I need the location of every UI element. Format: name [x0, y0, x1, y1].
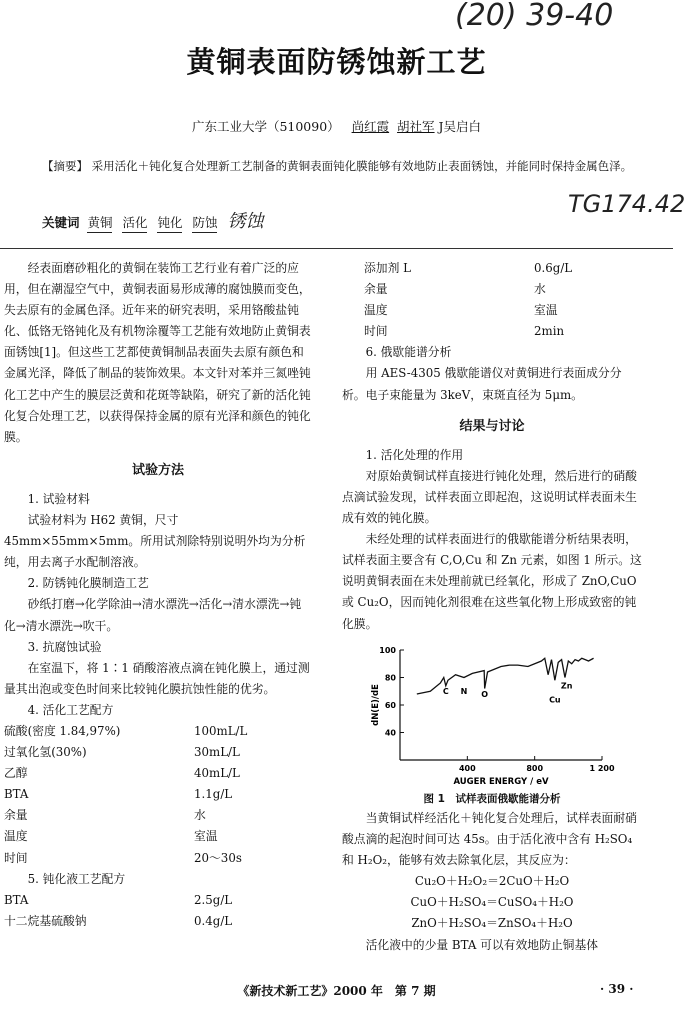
paragraph: 在室温下，将 1∶1 硝酸溶液点滴在钝化膜上，通过测量其出泡或变色时间来比较钝化膜抗蚀性能的优劣。	[4, 660, 310, 696]
recipe-name: 乙醇	[4, 766, 28, 781]
journal-footer: 《新技术新工艺》2000 年 第 7 期	[237, 984, 436, 998]
recipe-name: 添加剂 L	[364, 261, 411, 275]
affiliation	[0, 117, 673, 135]
subheading: 4. 活化工艺配方	[27, 702, 114, 717]
recipe-value: 2.5g/L	[194, 892, 233, 907]
recipe-value: 100mL/L	[194, 723, 248, 738]
paragraph: 用 AES-4305 俄歇能谱仪对黄铜进行表面成分分析。电子束能量为 3keV，束斑直径为 5μm。	[342, 366, 622, 402]
equation: Cu₂O＋H₂O₂＝2CuO＋H₂O	[414, 874, 570, 889]
recipe-value: 20～30s	[194, 850, 242, 865]
institution: 广东工业大学（510090）	[191, 119, 340, 134]
recipe-name: 硫酸(密度 1.84,97%)	[4, 723, 121, 738]
recipe-row	[342, 321, 642, 342]
recipe-row	[4, 805, 312, 826]
peak-label: C	[442, 687, 449, 696]
recipe-row	[4, 742, 312, 763]
section-heading-results: 结果与讨论	[459, 418, 525, 434]
keyword: 钝化	[157, 215, 182, 233]
recipe-row	[4, 890, 312, 911]
handwritten-page-note: (20) 39-40	[455, 0, 614, 33]
paragraph: 对原始黄铜试样直接进行钝化处理，然后进行的硝酸点滴试验发现，试样表面立即起泡，这说明试样表面未生成有效的钝化膜。	[342, 468, 637, 526]
figure-caption: 图 1 试样表面俄歇能谱分析	[423, 793, 561, 805]
y-tick-label: 60	[384, 701, 396, 710]
recipe-row	[4, 763, 312, 784]
recipe-name: 温度	[364, 303, 388, 318]
paragraph: 试验材料为 H62 黄铜，尺寸 45mm×55mm×5mm。所用试剂除特别说明外均为分析纯，用去离子水配制溶液。	[4, 513, 306, 570]
peak-label: Zn	[560, 681, 573, 691]
author-3: J吴启白	[438, 119, 482, 134]
recipe-value: 0.4g/L	[194, 913, 233, 928]
keywords	[42, 207, 263, 233]
recipe-name: 时间	[364, 324, 388, 339]
author-1: 尚红霞	[351, 119, 390, 134]
x-tick-label: 1 200	[589, 764, 615, 773]
recipe-name: BTA	[4, 787, 29, 802]
subheading: 3. 抗腐蚀试验	[27, 639, 102, 654]
recipe-row	[342, 300, 642, 321]
handwritten-keyword: 锈蚀	[227, 211, 264, 232]
recipe-name: 余量	[4, 808, 28, 823]
recipe-row	[4, 848, 312, 869]
recipe-value: 1.1g/L	[194, 787, 233, 802]
recipe-table	[4, 721, 312, 869]
right-column-lower	[342, 808, 642, 956]
y-tick-label: 80	[384, 673, 396, 683]
left-column	[4, 258, 312, 932]
recipe-name: 十二烷基硫酸钠	[4, 913, 87, 928]
equation: ZnO＋H₂SO₄＝ZnSO₄＋H₂O	[411, 916, 573, 931]
peak-label: O	[481, 689, 489, 699]
keyword: 防蚀	[192, 215, 217, 233]
recipe-value: 室温	[534, 303, 558, 318]
recipe-value: 2min	[534, 324, 565, 339]
paragraph: 活化液中的少量 BTA 可以有效地防止铜基体	[365, 937, 599, 952]
recipe-row	[342, 279, 642, 300]
divider	[0, 248, 673, 249]
section-heading-methods: 试验方法	[131, 462, 184, 478]
aes-spectrum-chart	[340, 642, 640, 792]
recipe-name: 余量	[364, 282, 388, 297]
recipe-value: 40mL/L	[194, 766, 240, 781]
recipe-name: BTA	[4, 892, 29, 907]
recipe-value: 水	[194, 808, 206, 823]
page-number: · 39 ·	[600, 982, 634, 996]
subheading: 1. 试验材料	[27, 491, 90, 506]
recipe-row	[4, 911, 312, 932]
page-title: 黄铜表面防锈蚀新工艺	[186, 45, 487, 79]
equation: CuO＋H₂SO₄＝CuSO₄＋H₂O	[410, 895, 574, 910]
recipe-row	[4, 721, 312, 742]
paragraph: 砂纸打磨→化学除油→清水漂洗→活化→清水漂洗→钝化→清水漂洗→吹干。	[4, 597, 302, 633]
peak-label: N	[460, 687, 468, 696]
recipe-row	[4, 826, 312, 847]
keywords-label: 关键词	[42, 215, 80, 230]
intro-paragraph: 经表面磨砂粗化的黄铜在装饰工艺行业有着广泛的应用，但在潮湿空气中，黄铜表面易形成薄的腐蚀膜而变色，失去原有的金属色泽。近年来的研究表明，采用铬酸盐钝化、低铬无铬钝化及有机物涂覆等工艺能有效地防止黄铜表面锈蚀[1]。但这些工艺都使黄铜制品表面失去原有颜色和金属光泽，降低了制品的装饰效果。本文针对苯并三氮唑钝化工艺中产生的膜层泛黄和花斑等缺陷，研究了新的活化钝化复合处理工艺，以获得保持金属的原有光泽和颜色的钝化膜。	[4, 261, 311, 444]
recipe-name: 温度	[4, 829, 28, 844]
y-tick-label: 100	[379, 646, 396, 655]
recipe-value: 30mL/L	[194, 745, 240, 760]
right-column	[342, 258, 642, 635]
keyword: 黄铜	[87, 215, 112, 233]
abstract: 【摘要】 采用活化＋钝化复合处理新工艺制备的黄铜表面钝化膜能够有效地防止表面锈蚀，并能同时保持金属色泽。	[42, 159, 633, 173]
recipe-value: 水	[534, 282, 546, 297]
recipe-value: 0.6g/L	[534, 261, 573, 275]
y-axis-label: dN(E)/dE	[371, 684, 381, 726]
y-tick-label: 40	[384, 728, 396, 738]
handwritten-classification: TG174.42	[568, 190, 685, 218]
subheading: 2. 防锈钝化膜制造工艺	[27, 576, 149, 591]
keyword: 活化	[122, 215, 147, 233]
recipe-name: 过氧化氢(30%)	[4, 745, 87, 760]
recipe-name: 时间	[4, 850, 28, 865]
x-axis-label: AUGER ENERGY / eV	[453, 777, 549, 787]
x-tick-label: 400	[458, 764, 476, 773]
recipe-row	[4, 784, 312, 805]
recipe-row	[342, 258, 642, 279]
x-tick-label: 800	[526, 764, 544, 773]
author-2: 胡社军	[397, 119, 435, 134]
subheading: 1. 活化处理的作用	[365, 447, 464, 462]
subheading: 5. 钝化液工艺配方	[27, 871, 126, 886]
paragraph: 未经处理的试样表面进行的俄歇能谱分析结果表明，试样表面主要含有 C,O,Cu 和 Zn 元素，如图 1 所示。这说明黄铜表面在未处理前就已经氧化，形成了 ZnO,CuO 或 Cu₂O，因而钝化剂很难在这些氧化物上形成致密的钝化膜。	[342, 532, 642, 631]
recipe-value: 室温	[194, 829, 218, 844]
subheading: 6. 俄歇能谱分析	[365, 345, 452, 360]
paragraph: 当黄铜试样经活化＋钝化复合处理后，试样表面耐硝酸点滴的起泡时间可达 45s。由于活化液中含有 H₂SO₄ 和 H₂O₂，能够有效去除氧化层，其反应为：	[342, 811, 637, 868]
peak-label: Cu	[549, 695, 561, 705]
